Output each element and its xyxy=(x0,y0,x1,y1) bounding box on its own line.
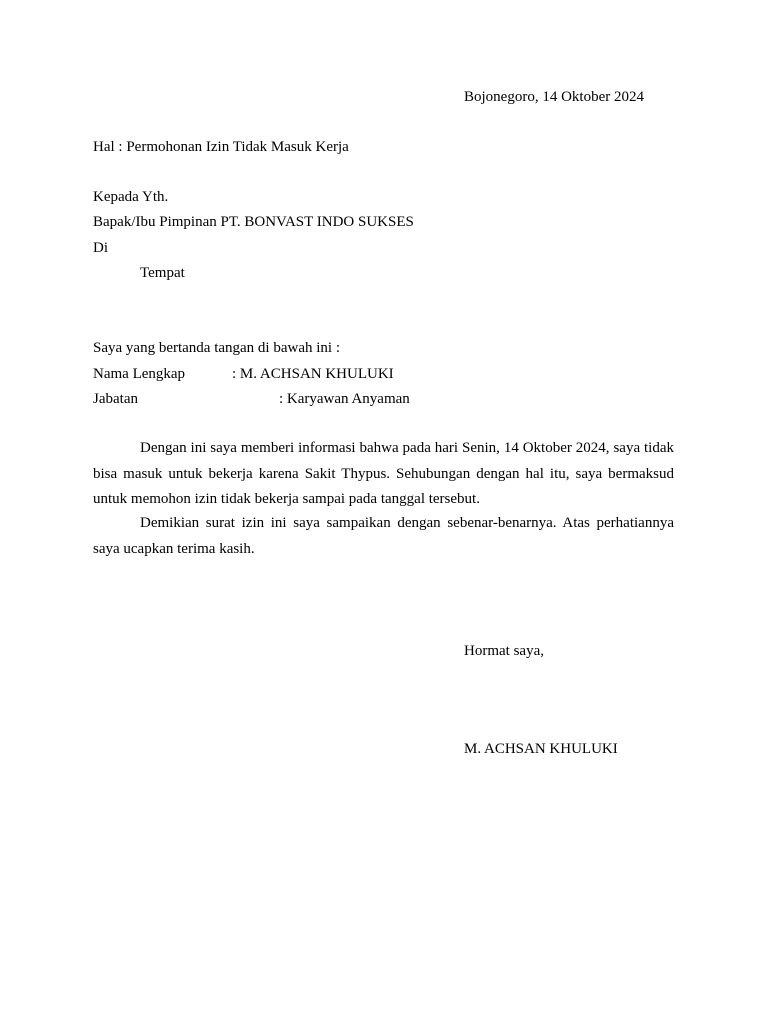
intro-text: Saya yang bertanda tangan di bawah ini : xyxy=(93,340,341,356)
field-position-label: Jabatan xyxy=(93,391,138,407)
field-full-name xyxy=(93,365,394,383)
letter-subject: Hal : Permohonan Izin Tidak Masuk Kerja xyxy=(93,139,349,155)
recipient-place: Tempat xyxy=(140,265,185,281)
recipient-name: Bapak/Ibu Pimpinan PT. BONVAST INDO SUKSES xyxy=(93,214,414,230)
closing-text: Hormat saya, xyxy=(464,643,544,659)
field-full-name-value: : M. ACHSAN KHULUKI xyxy=(232,366,394,382)
body-paragraph-1: Dengan ini saya memberi informasi bahwa pada hari Senin, 14 Oktober 2024, saya tidak bisa masuk untuk bekerja karena Sakit Thypus. Sehubungan dengan hal itu, saya bermaksud untuk memohon izin tidak bekerja sampai pada tanggal tersebut. xyxy=(93,440,674,507)
field-position-value: : Karyawan Anyaman xyxy=(279,391,410,407)
body-paragraph-2: Demikian surat izin ini saya sampaikan dengan sebenar-benarnya. Atas perhatiannya saya ucapkan terima kasih. xyxy=(93,515,674,557)
recipient-di: Di xyxy=(93,240,108,256)
field-full-name-label: Nama Lengkap xyxy=(93,366,186,382)
signer-name: M. ACHSAN KHULUKI xyxy=(464,741,618,757)
recipient-greeting: Kepada Yth. xyxy=(93,189,169,205)
place-date: Bojonegoro, 14 Oktober 2024 xyxy=(464,89,644,105)
field-position xyxy=(93,390,410,408)
